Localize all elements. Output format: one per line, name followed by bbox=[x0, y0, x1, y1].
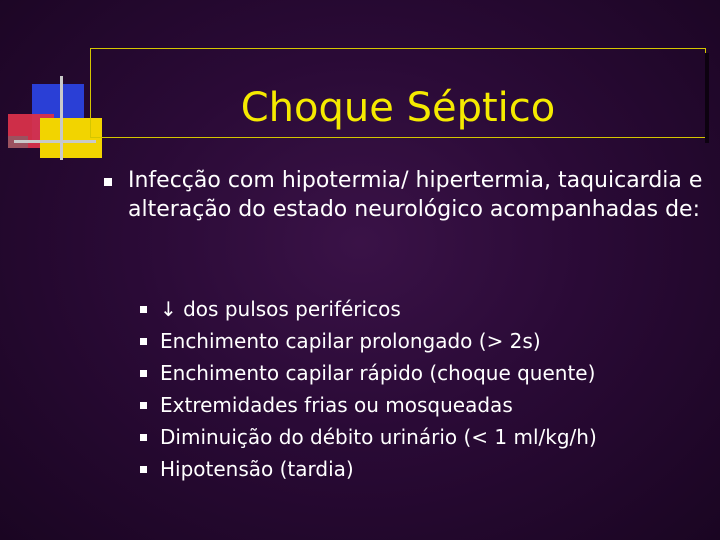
logo-vertical-line bbox=[60, 76, 63, 160]
bullet-square-icon bbox=[140, 338, 147, 345]
sub-point-text: Hipotensão (tardia) bbox=[160, 457, 354, 481]
sub-point-text: ↓ dos pulsos periféricos bbox=[160, 297, 401, 321]
sub-point bbox=[140, 453, 597, 485]
bullet-square-icon bbox=[140, 466, 147, 473]
main-point: Infecção com hipotermia/ hipertermia, taquicardia e alteração do estado neurológico acompanhadas de: bbox=[128, 168, 703, 222]
sub-point bbox=[140, 389, 597, 421]
bullet-square-icon bbox=[140, 306, 147, 313]
logo-horizontal-line bbox=[14, 140, 96, 143]
sub-point-text: Extremidades frias ou mosqueadas bbox=[160, 393, 513, 417]
sub-point bbox=[140, 421, 597, 453]
bullet-square-icon bbox=[140, 370, 147, 377]
sub-point-text: Enchimento capilar prolongado (> 2s) bbox=[160, 329, 541, 353]
bullet-square-icon bbox=[140, 402, 147, 409]
sub-point bbox=[140, 357, 597, 389]
bullet-square-icon bbox=[140, 434, 147, 441]
bullet-square-icon bbox=[104, 178, 112, 186]
sub-point-list bbox=[140, 293, 597, 485]
sub-point-text: Diminuição do débito urinário (< 1 ml/kg/h) bbox=[160, 425, 597, 449]
sub-point-text: Enchimento capilar rápido (choque quente) bbox=[160, 361, 596, 385]
sub-point bbox=[140, 325, 597, 357]
sub-point bbox=[140, 293, 597, 325]
slide-title: Choque Séptico bbox=[240, 85, 556, 131]
